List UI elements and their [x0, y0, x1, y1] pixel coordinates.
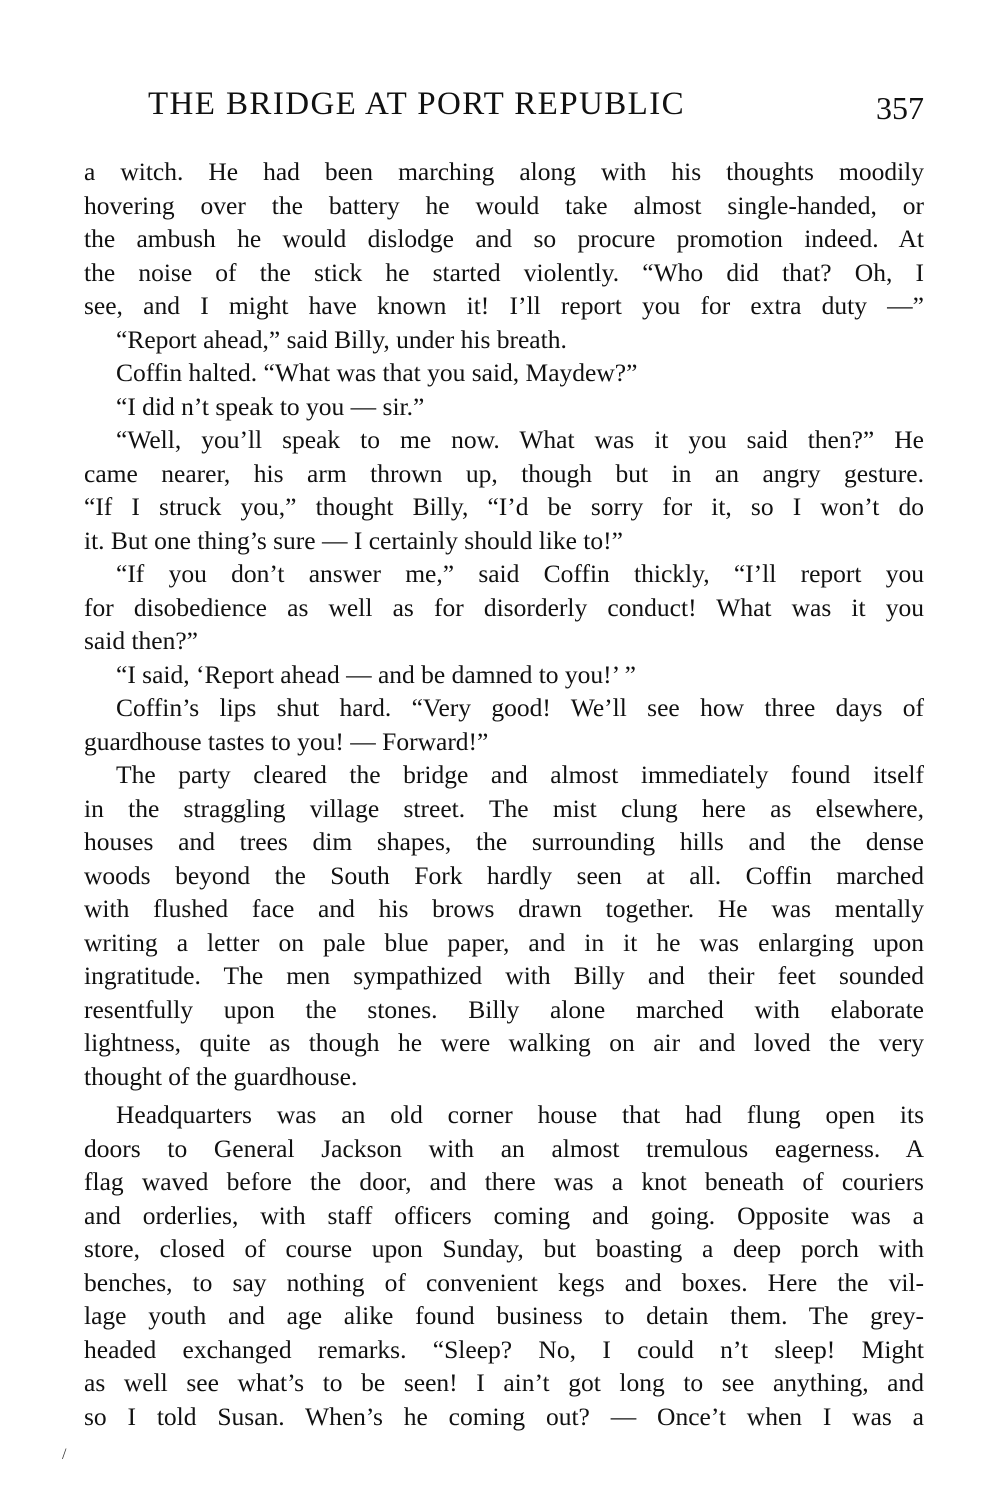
text-line: Headquarters was an old corner house that had flung open its [116, 1100, 924, 1129]
text-line: benches, to say nothing of convenient kegs and boxes. Here the vil- [84, 1267, 924, 1297]
text-line: “If you don’t answer me,” said Coffin thickly, “I’ll report you [116, 559, 924, 588]
text-line: thought of the guardhouse. [84, 1061, 358, 1091]
running-head [84, 86, 924, 132]
text-line: writing a letter on pale blue paper, and in it he was enlarging upon [84, 927, 924, 957]
text-line: Coffin halted. “What was that you said, Maydew?” [116, 358, 638, 387]
text-line: woods beyond the South Fork hardly seen at all. Coffin marched [84, 860, 924, 890]
text-line: resentfully upon the stones. Billy alone marched with elaborate [84, 994, 924, 1024]
text-line: “Well, you’ll speak to me now. What was it you said then?” He [116, 425, 924, 454]
text-line: ingratitude. The men sympathized with Billy and their feet sounded [84, 961, 924, 990]
text-line: doors to General Jackson with an almost tremulous eagerness. A [84, 1133, 924, 1163]
text-line: it. But one thing’s sure — I certainly should like to!” [84, 525, 623, 555]
text-line: Coffin’s lips shut hard. “Very good! We’ll see how three days of [116, 693, 924, 722]
running-title: THE BRIDGE AT PORT REPUBLIC [148, 86, 685, 122]
text-line: “If I struck you,” thought Billy, “I’d be sorry for it, so I won’t do [84, 492, 924, 521]
text-line: “I did n’t speak to you — sir.” [116, 391, 425, 421]
text-line: houses and trees dim shapes, the surrounding hills and the dense [84, 827, 924, 856]
text-line: said then?” [84, 626, 198, 655]
text-line: and orderlies, with staff officers coming and going. Opposite was a [84, 1200, 924, 1230]
page-number: 357 [876, 90, 924, 126]
text-line: The party cleared the bridge and almost immediately found itself [116, 760, 924, 789]
text-line: as well see what’s to be seen! I ain’t got long to see anything, and [84, 1368, 924, 1397]
text-line: guardhouse tastes to you! — Forward!” [84, 726, 489, 756]
text-line: store, closed of course upon Sunday, but boasting a deep porch with [84, 1234, 924, 1263]
text-line: so I told Susan. When’s he coming out? — Once’t when I was a [84, 1401, 924, 1431]
text-line: in the straggling village street. The mist clung here as elsewhere, [84, 793, 924, 823]
body-text [84, 155, 924, 1433]
text-line: “Report ahead,” said Billy, under his breath. [116, 324, 567, 354]
text-line: a witch. He had been marching along with his thoughts moodily [84, 157, 924, 186]
text-line: flag waved before the door, and there was a knot beneath of couriers [84, 1167, 924, 1196]
text-line: for disobedience as well as for disorderly conduct! What was it you [84, 592, 924, 622]
text-line: with flushed face and his brows drawn together. He was mentally [84, 894, 924, 923]
text-line: the ambush he would dislodge and so procure promotion indeed. At [84, 224, 924, 253]
text-line: came nearer, his arm thrown up, though but in an angry gesture. [84, 458, 924, 488]
text-line: hovering over the battery he would take almost single-handed, or [84, 190, 924, 220]
text-line: lage youth and age alike found business to detain them. The grey- [84, 1301, 924, 1330]
text-line: “I said, ‘Report ahead — and be damned to you!’ ” [116, 659, 636, 689]
stray-mark: / [62, 1446, 67, 1463]
text-line: see, and I might have known it! I’ll report you for extra duty —” [84, 291, 924, 320]
text-line: the noise of the stick he started violently. “Who did that? Oh, I [84, 257, 924, 287]
text-line: headed exchanged remarks. “Sleep? No, I could n’t sleep! Might [84, 1334, 924, 1364]
text-line: lightness, quite as though he were walking on air and loved the very [84, 1028, 924, 1057]
